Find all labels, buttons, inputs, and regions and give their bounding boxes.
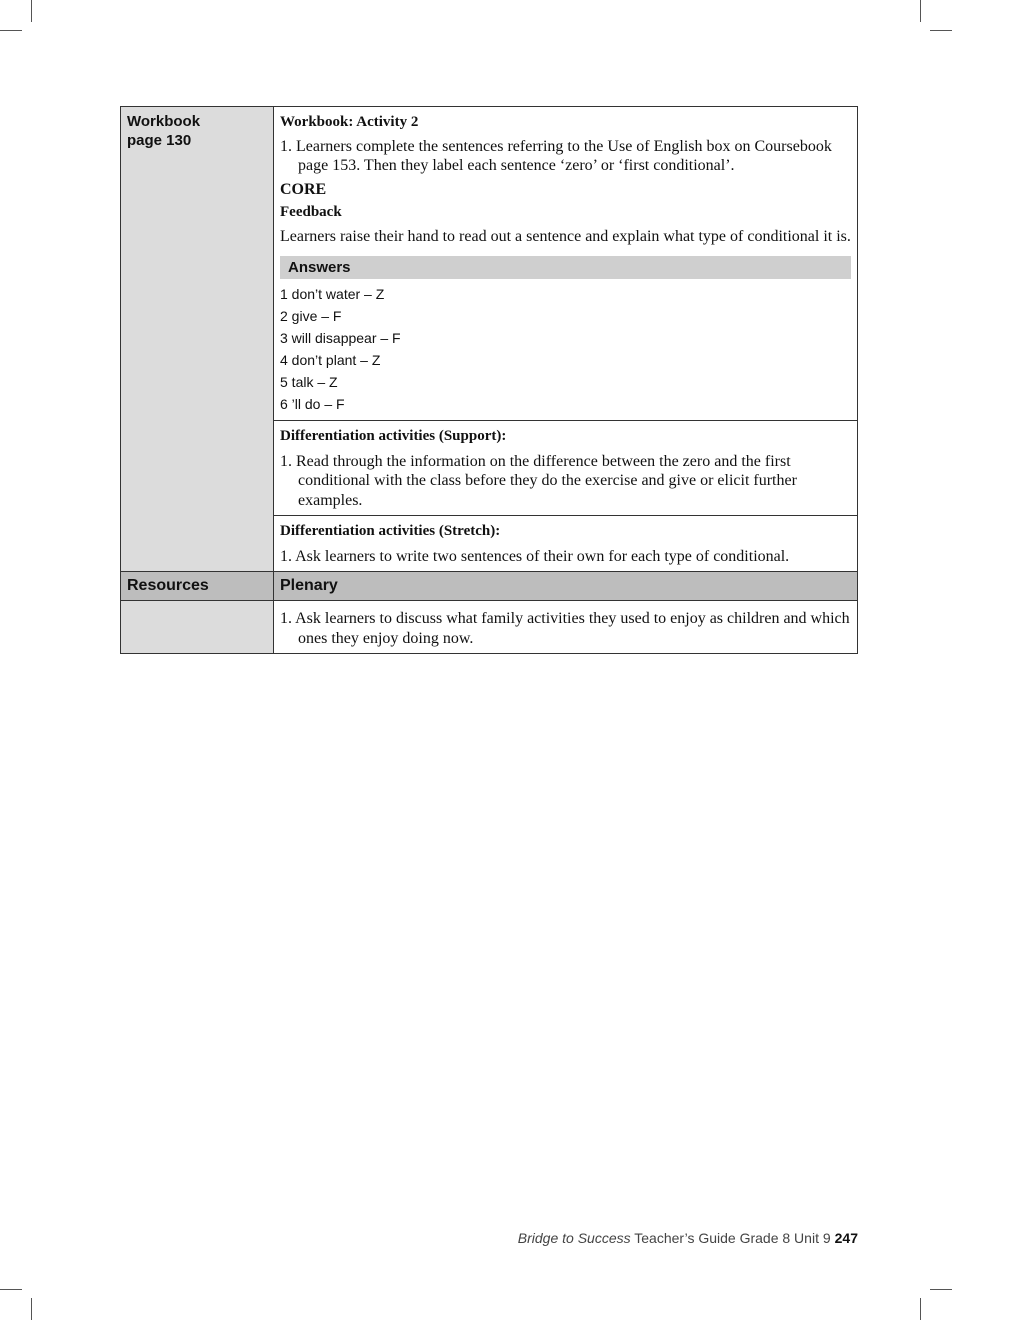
lesson-plan-table [120, 106, 858, 654]
activity-item: 1. Learners complete the sentences referring to the Use of English box on Coursebook page 153. Then they label each sentence ‘zero’ or ‘first conditional’. [280, 137, 832, 174]
support-cell [274, 421, 858, 516]
support-item: 1. Read through the information on the difference between the zero and the first conditional with the class before they do the exercise and give or elicit further examples. [280, 452, 797, 509]
crop-mark [920, 1298, 921, 1320]
crop-mark [31, 1298, 32, 1320]
crop-mark [930, 30, 952, 31]
answer-item: 5 talk – Z [280, 374, 338, 390]
feedback-label: Feedback [280, 204, 342, 220]
stretch-item: 1. Ask learners to write two sentences of their own for each type of conditional. [280, 547, 790, 565]
answers-list [280, 283, 851, 415]
book-title: Bridge to Success [517, 1230, 631, 1246]
workbook-page-cell [121, 107, 274, 572]
resources-heading: Resources [121, 572, 274, 601]
resources-cell [121, 601, 274, 654]
core-label: CORE [280, 180, 327, 198]
answer-item: 4 don’t plant – Z [280, 352, 381, 368]
answer-item: 3 will disappear – F [280, 330, 401, 346]
answer-item: 1 don’t water – Z [280, 286, 385, 302]
plenary-heading: Plenary [274, 572, 858, 601]
answers-heading: Answers [280, 256, 851, 279]
crop-mark [0, 30, 22, 31]
workbook-label: Workbook [127, 113, 201, 130]
support-title: Differentiation activities (Support): [280, 428, 507, 444]
activity-cell [274, 107, 858, 421]
page-number: 247 [834, 1230, 858, 1246]
guide-text: Teacher’s Guide Grade 8 Unit 9 [630, 1230, 831, 1246]
stretch-title: Differentiation activities (Stretch): [280, 523, 501, 539]
page-footer [518, 1230, 858, 1246]
crop-mark [930, 1289, 952, 1290]
feedback-text: Learners raise their hand to read out a sentence and explain what type of conditional it is. [280, 227, 851, 245]
answer-item: 6 ’ll do – F [280, 396, 345, 412]
answer-item: 2 give – F [280, 308, 342, 324]
crop-mark [31, 0, 32, 22]
stretch-cell [274, 516, 858, 572]
plenary-item: 1. Ask learners to discuss what family activities they used to enjoy as children and which ones they enjoy doing now. [280, 610, 850, 647]
workbook-page-label: page 130 [127, 132, 192, 149]
activity-title: Workbook: Activity 2 [280, 114, 419, 130]
crop-mark [0, 1289, 22, 1290]
crop-mark [920, 0, 921, 22]
plenary-cell [274, 601, 858, 654]
